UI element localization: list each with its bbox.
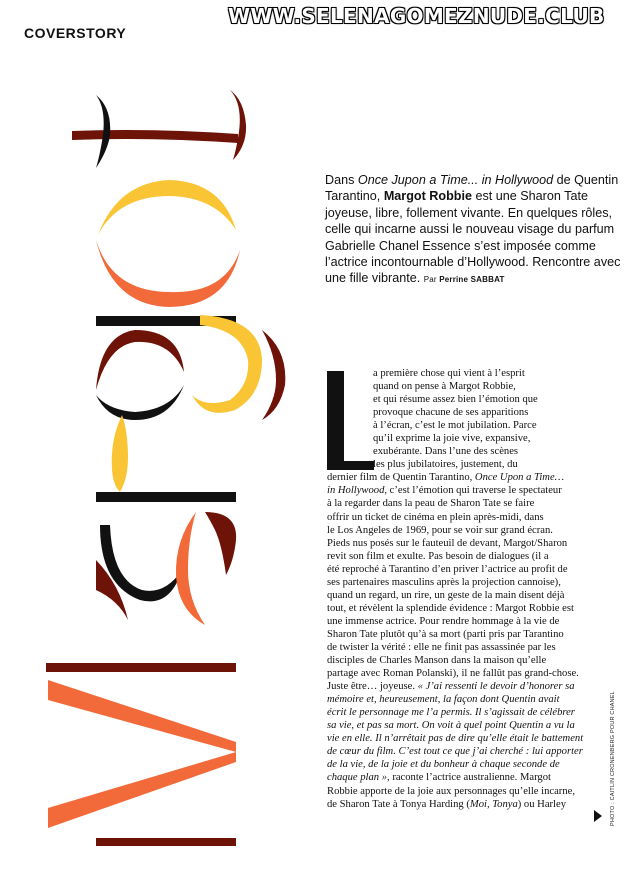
section-label: COVERSTORY [24,25,127,41]
letter-t-crossbar [72,130,238,143]
body-line: à l’écran, c’est le mot jubilation. Parce [373,420,537,432]
lead-paragraph: Dans Once Jupon a Time... in Hollywood de Quentin Tarantino, Margot Robbie est une Sharon Tate joyeuse, libre, follement vivante. En quelques rôles, celle qui incarne aussi le nouveau visage du parfum Gabrielle Chanel Essence s’est imposée comme l’actrice incontournable d’Hollywood. Rencontre avec une fille vibrante. Par Perrine SABBAT [325,173,621,286]
body-line: et qui résume assez bien l’émotion que [373,394,538,406]
body-line: de Sharon Tate à Tonya Harding (Moi, Tonya) ou Harley [327,798,566,810]
letter-m-diagonal-1 [48,680,236,752]
body-line: provoque chacune de ses apparitions [373,407,529,419]
body-line: de cœur du film. C’est tout ce que j’ai cherché : lui apporter [327,746,583,758]
body-line: chaque plan », raconte l’actrice australienne. Margot [327,772,551,784]
letter-a-stem [176,512,205,625]
body-line: les plus jubilatoires, justement, du [373,459,518,471]
body-line: sa vie, et pas sa mort. On voit à quel point Quentin a vu la [327,720,575,732]
letter-r-stem [96,492,236,502]
body-text [327,367,594,811]
letter-g-lower-bowl [96,385,184,420]
body-line: offrir un ticket de cinéma en plein après-midi, dans [327,511,544,523]
letter-r-arm [112,415,128,492]
body-line: écrit le personnage me l’a permis. Il s’agissait de célébrer [327,707,575,719]
letter-o-top [98,180,236,235]
body-line: vie en elle. Il n’arrêtait pas de dire qu’elle était le battement [327,733,584,745]
body-line: ses partenaires masculins après la projection cannoise), [327,576,561,588]
film-title: Once Jupon a Time... in Hollywood [357,173,554,187]
letter-m-bottom-stem [96,838,236,846]
body-line: mémoire et, heureusement, la façon dont Quentin avait [327,694,560,706]
body-line: disciples de Charles Manson dans la maison qu’elle [327,655,547,667]
body-line: a première chose qui vient à l’esprit [373,368,525,379]
body-line: quand un regard, un rire, un geste de la main disent déjà [327,589,565,601]
body-line: de la vie, de la joie et du bonheur à chaque seconde de [327,759,560,771]
body-line: Pieds nus posés sur le fauteuil de devant, Margot/Sharon [327,537,568,549]
body-line: de twister la vérité : elle ne finit pas assassinée par les [327,641,556,653]
body-line: été reproché à Tarantino d’en priver l’actrice au profit de [327,563,568,575]
body-line: qu’il exprime la joie vive, expansive, [373,433,531,445]
letter-o-bottom [96,240,240,307]
letter-a-top [205,512,236,575]
watermark: WWW.SELENAGOMEZNUDE.CLUB [228,4,605,28]
letter-g-upper-bowl [96,330,184,390]
body-line: une immense actrice. Pour rendre hommage à la vie de [327,615,560,627]
body-line: dernier film de Quentin Tarantino, Once Upon a Time… [327,472,565,484]
byline: Par Perrine SABBAT [423,275,505,285]
body-line: revit son film et exulte. Pas besoin de dialogues (il a [327,550,549,562]
letter-m-top-stem [46,663,236,672]
letter-g-dark-tail [262,330,285,420]
letter-t-hook [230,90,246,160]
continue-arrow-icon [594,810,602,822]
body-line: tout, et révèlent la splendide évidence : Margot Robbie est [327,602,574,614]
body-line: Robbie apporte de la joie aux personnages qu’elle incarne, [327,785,575,797]
photo-credit: PHOTO : CAITLIN CRONENBERG POUR CHANEL [610,691,616,826]
body-line: in Hollywood, c’est l’émotion qui traverse le spectateur [327,485,562,497]
body-line: le Los Angeles de 1969, pour se voir sur grand écran. [327,524,553,536]
body-line: quand on pense à Margot Robbie, [373,381,516,393]
body-line: Juste être… joyeuse. « J’ai ressenti le devoir d’honorer sa [327,681,575,693]
letter-g-yellow-loop [192,315,262,413]
body-line: Sharon Tate plutôt qu’à sa mort (parti pris par Tarantino [327,628,564,640]
letter-m-diagonal-2 [48,752,236,828]
body-line: partage avec Roman Polanski), il ne fallût pas grand-chose. [327,668,579,680]
actress-name: Margot Robbie [383,189,472,204]
body-line: à la regarder dans la peau de Sharon Tate se faire [327,498,535,510]
body-line: exubérante. Dans l’une des scènes [373,446,519,458]
